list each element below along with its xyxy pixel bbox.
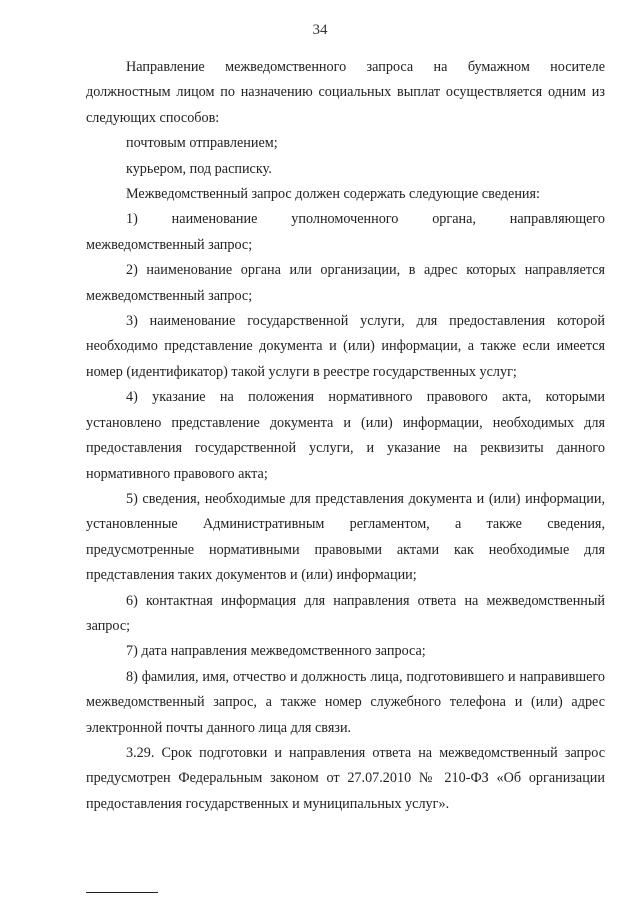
list-item-7: 7) дата направления межведомственного запроса; [126,643,426,660]
list-item-1: 1) наименование уполномоченного органа, направляющего межведомственный запрос; [86,211,605,253]
document-body [86,55,605,817]
paragraph-method-courier: курьером, под расписку. [126,160,272,177]
page-number: 34 [312,22,328,38]
footnote-divider [86,892,158,893]
list-item-8: 8) фамилия, имя, отчество и должность лица, подготовившего и направившего межведомственный запрос, а также номер служебного телефона и (или) адрес электронной почты данного лица для связи. [86,668,605,736]
list-item-2: 2) наименование органа или организации, в адрес которых направляется межведомственный запрос; [86,262,605,304]
list-item-6: 6) контактная информация для направления ответа на межведомственный запрос; [86,592,605,634]
paragraph-3-29: 3.29. Срок подготовки и направления ответа на межведомственный запрос предусмотрен Федеральным законом от 27.07.2010 № 210-ФЗ «Об организации предоставления государственных и муниципальных услуг». [86,744,605,812]
paragraph-intro: Направление межведомственного запроса на бумажном носителе должностным лицом по назначению социальных выплат осуществляется одним из следующих способов: [86,59,605,126]
list-item-5: 5) сведения, необходимые для представления документа и (или) информации, установленные Административным регламентом, а также сведения, предусмотренные нормативными правовыми актами как необходимые для представления таких документов и (или) информации; [86,490,605,584]
paragraph-method-mail: почтовым отправлением; [126,135,278,152]
list-item-4: 4) указание на положения нормативного правового акта, которыми установлено представление документа и (или) информации, необходимых для предоставления государственной услуги, и указание на реквизиты данного нормативного правового акта; [86,389,605,482]
paragraph-requirements-lead: Межведомственный запрос должен содержать следующие сведения: [126,186,540,203]
list-item-3: 3) наименование государственной услуги, для предоставления которой необходимо представление документа и (или) информации, а также если имеется номер (идентификатор) такой услуги в реестре государственных услуг; [86,313,605,380]
